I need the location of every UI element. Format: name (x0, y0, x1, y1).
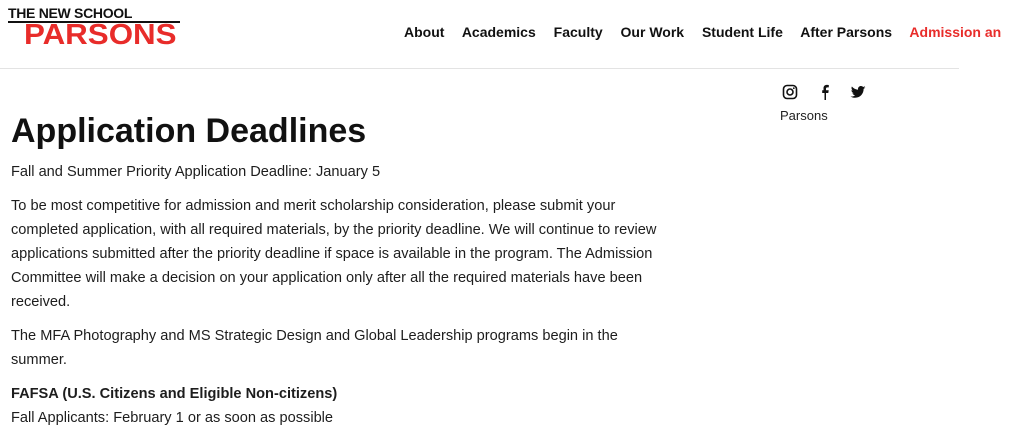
nav-faculty[interactable]: Faculty (553, 24, 603, 40)
main-content (11, 112, 671, 430)
logo-bottom-text: PARSONS (24, 19, 177, 51)
site-header (0, 0, 1002, 69)
nav-student-life[interactable]: Student Life (701, 24, 783, 40)
twitter-icon[interactable] (850, 84, 866, 100)
instagram-icon[interactable] (782, 84, 798, 100)
fafsa-fall-deadline: Fall Applicants: February 1 or as soon as possible (11, 410, 334, 426)
main-nav (404, 24, 1015, 40)
facebook-icon[interactable] (817, 84, 833, 100)
parsons-logo[interactable] (8, 6, 186, 50)
nav-about[interactable]: About (404, 24, 445, 40)
page-title: Application Deadlines (11, 112, 367, 150)
social-icons (780, 84, 880, 102)
nav-academics[interactable]: Academics (461, 24, 536, 40)
fafsa-heading: FAFSA (U.S. Citizens and Eligible Non-citizens) (11, 386, 338, 402)
priority-description: To be most competitive for admission and merit scholarship consideration, please submit your completed application, with all required materials, by the priority deadline. We will continue to review applications submitted after the priority deadline if space is available in the program. The Admission Committee will make a decision on your application only after all the required materials have been received. (11, 198, 657, 310)
logo-top-text: THE NEW SCHOOL (8, 5, 133, 21)
social-label: Parsons (780, 108, 828, 123)
nav-admission[interactable]: Admission an (909, 24, 1002, 40)
nav-our-work[interactable]: Our Work (620, 24, 685, 40)
nav-after-parsons[interactable]: After Parsons (800, 24, 893, 40)
priority-deadline: Fall and Summer Priority Application Deadline: January 5 (11, 164, 381, 180)
summer-programs-note: The MFA Photography and MS Strategic Design and Global Leadership programs begin in the summer. (11, 328, 618, 368)
social-links (780, 84, 880, 123)
